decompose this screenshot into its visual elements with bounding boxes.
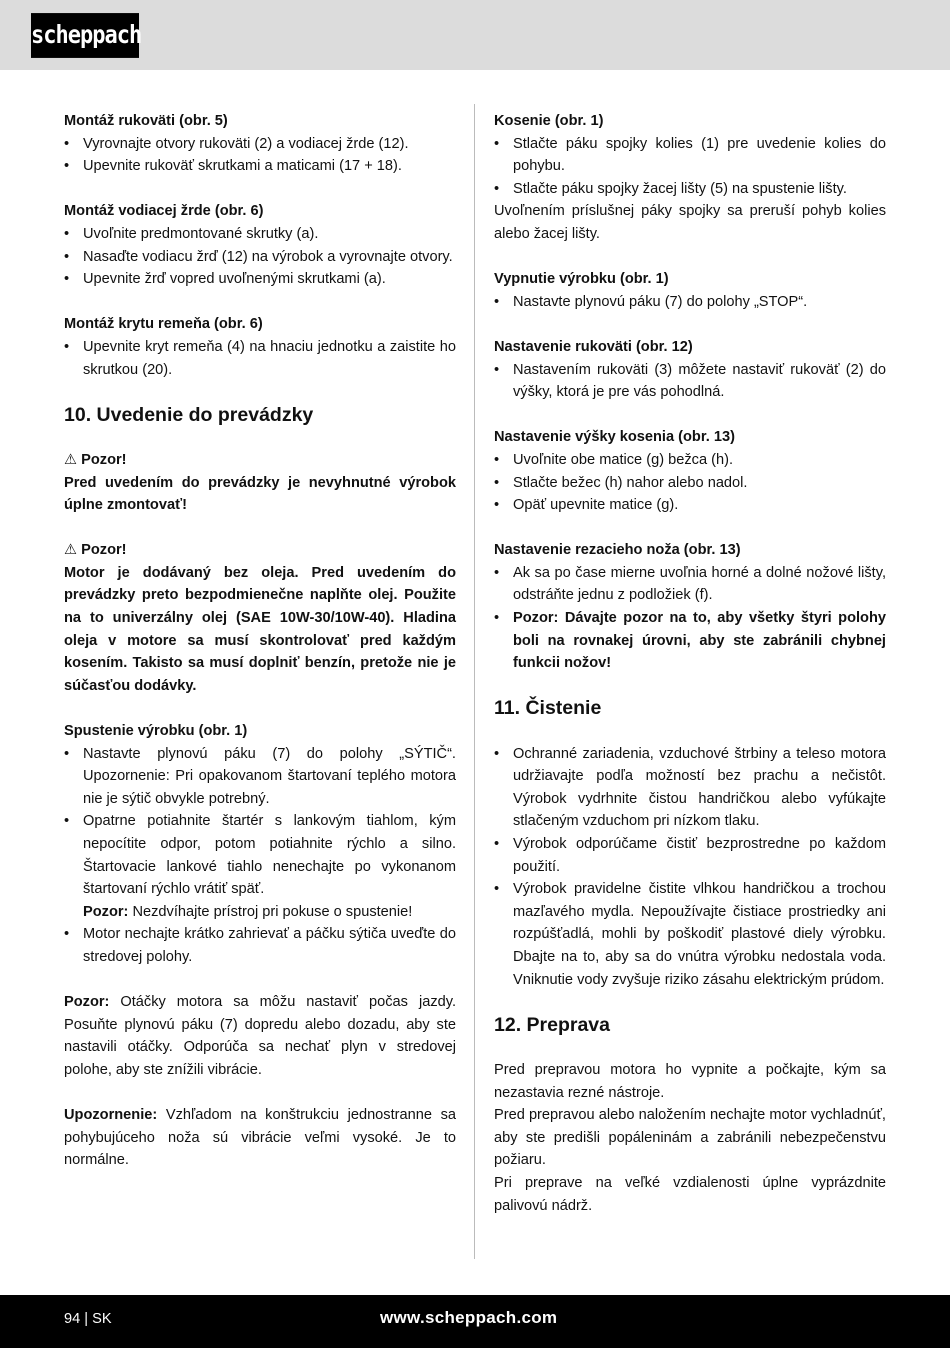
- text-run: Pred prepravou alebo naložením nechajte motor vychladnúť, aby ste predišli popáleninám a zabránili nebezpečenstvu požiaru.: [494, 1107, 886, 1169]
- paragraph: [494, 200, 886, 245]
- list-item: [64, 810, 456, 923]
- warning-label: [64, 539, 456, 562]
- page-number: 94 | SK: [64, 1311, 112, 1327]
- bullet-list: [64, 133, 456, 178]
- subheading: Nastavenie rukoväti (obr. 12): [494, 338, 693, 355]
- list-item: [494, 178, 886, 201]
- text-run: Ochranné zariadenia, vzduchové štrbiny a teleso motora udržiavajte podľa možností bez prachu a nečistôt. Výrobok vydrhnite čistou handričkou alebo vyfúkajte stlačeným vzduchom pri nízkom tlaku.: [513, 745, 886, 830]
- list-item: [494, 359, 886, 404]
- bullet-list: [64, 743, 456, 969]
- warning-icon: ⚠: [64, 451, 82, 468]
- right-column: [494, 110, 886, 1240]
- section-heading: 11. Čistenie: [494, 697, 602, 720]
- scheppach-logo: scheppach: [31, 13, 139, 58]
- list-item: [64, 336, 456, 381]
- page-footer: [0, 1295, 950, 1348]
- subheading: Montáž krytu remeňa (obr. 6): [64, 316, 263, 333]
- text-run: Upevnite žrď vopred uvoľnenými skrutkami (a).: [83, 271, 386, 288]
- bold-text: Upozornenie:: [64, 1107, 158, 1124]
- paragraph: [494, 1059, 886, 1217]
- bullet-list: [494, 449, 886, 517]
- bold-paragraph: Motor je dodávaný bez oleja. Pred uvedením do prevádzky preto bezpodmienečne naplňte olej. Použite na to univerzálny olej (SAE 10W-30/10W-40). Hladina oleja v motore sa musí skontrolovať pred každým kosením. Takisto sa musí doplniť benzín, pretože nie je súčasťou dodávky.: [64, 564, 456, 694]
- text-run: Upevnite rukoväť skrutkami a maticami (17 + 18).: [83, 158, 402, 175]
- subheading: Montáž rukoväti (obr. 5): [64, 113, 228, 129]
- list-item: [494, 607, 886, 675]
- text-run: Výrobok pravidelne čistite vlhkou handričkou a trochou mazľavého mydla. Nepoužívajte čistiace prostriedky ani rozpúšťadlá, mohli by poškodiť plastové diely výrobku. Dbajte na to, aby sa do vnútra výrobku nedostala voda. Vniknutie vody zvyšuje riziko zásahu elektrickým prúdom.: [513, 881, 886, 988]
- left-column: [64, 110, 456, 1195]
- text-run: Stlačte páku spojky kolies (1) pre uvedenie kolies do pohybu.: [513, 135, 886, 175]
- list-item: [64, 246, 456, 269]
- warning-text: Pozor!: [81, 542, 127, 559]
- text-run: Vzhľadom na konštrukciu jednostranne sa pohybujúceho noža sú vibrácie veľmi vysoké. Je to normálne.: [64, 1107, 456, 1169]
- text-run: Opatrne potiahnite štartér s lankovým tiahlom, kým nepocítite odpor, potom potiahnite rýchlo a silno. Štartovacie lankové tiahlo nenechajte po vykonanom štartovaní rýchlo vrátiť späť.: [83, 813, 456, 898]
- section-heading: 10. Uvedenie do prevádzky: [64, 403, 314, 426]
- text-run: Stlačte bežec (h) nahor alebo nadol.: [513, 474, 748, 491]
- text-run: Nasaďte vodiacu žrď (12) na výrobok a vyrovnajte otvory.: [83, 248, 453, 265]
- subheading: Vypnutie výrobku (obr. 1): [494, 271, 669, 288]
- warning-icon: ⚠: [64, 542, 82, 559]
- list-item: [494, 494, 886, 517]
- bullet-list: [64, 336, 456, 381]
- website-link[interactable]: www.scheppach.com: [380, 1308, 558, 1327]
- list-item: [494, 133, 886, 178]
- paragraph: [64, 1104, 456, 1172]
- bold-paragraph: Pred uvedením do prevádzky je nevyhnutné výrobok úplne zmontovať!: [64, 474, 456, 514]
- list-item: [494, 472, 886, 495]
- warning-label: [64, 449, 456, 472]
- list-item: [494, 833, 886, 878]
- subheading: Kosenie (obr. 1): [494, 113, 604, 129]
- bold-text: Pozor:: [64, 994, 110, 1011]
- subheading: Spustenie výrobku (obr. 1): [64, 723, 248, 740]
- list-item: [64, 223, 456, 246]
- bullet-list: [494, 359, 886, 404]
- list-item: [494, 878, 886, 991]
- bullet-list: [494, 743, 886, 992]
- text-run: Stlačte páku spojky žacej lišty (5) na spustenie lišty.: [513, 180, 847, 197]
- bold-text: Pozor: Dávajte pozor na to, aby všetky štyri polohy boli na rovnakej úrovni, aby ste zabránili chybnej funkcii nožov!: [513, 610, 886, 672]
- text-run: Motor nechajte krátko zahrievať a páčku sýtiča uveďte do stredovej polohy.: [83, 926, 456, 965]
- text-run: Upevnite kryt remeňa (4) na hnaciu jednotku a zaistite ho skrutkou (20).: [83, 338, 456, 378]
- text-run: Opäť upevnite matice (g).: [513, 497, 679, 514]
- list-item: [64, 743, 456, 811]
- text-run: Výrobok odporúčame čistiť bezprostredne po každom použití.: [513, 836, 886, 875]
- bullet-list: [64, 223, 456, 291]
- bold-text: Pozor:: [83, 903, 129, 920]
- bullet-list: [494, 562, 886, 675]
- text-run: Nastavte plynovú páku (7) do polohy „STOP“.: [513, 293, 808, 310]
- list-item: [494, 562, 886, 607]
- list-item: [64, 923, 456, 968]
- list-item: [494, 291, 886, 314]
- section-heading: 12. Preprava: [494, 1013, 611, 1036]
- bullet-list: [494, 133, 886, 201]
- bullet-list: [494, 291, 886, 314]
- text-run: Pri preprave na veľké vzdialenosti úplne vyprázdnite palivovú nádrž.: [494, 1174, 886, 1214]
- list-item: [494, 743, 886, 833]
- text-run: Nastavte plynovú páku (7) do polohy „SÝTIČ“. Upozornenie: Pri opakovanom štartovaní teplého motora nie je sýtič obvykle potrebný.: [83, 745, 456, 807]
- subheading: Nastavenie rezacieho noža (obr. 13): [494, 542, 741, 559]
- text-run: Uvoľnite obe matice (g) bežca (h).: [513, 451, 734, 468]
- column-divider: [474, 104, 475, 1259]
- text-run: Uvoľnite predmontované skrutky (a).: [83, 225, 319, 242]
- text-run: Nezdvíhajte prístroj pri pokuse o spustenie!: [128, 903, 413, 920]
- list-item: [64, 268, 456, 291]
- list-item: [64, 133, 456, 156]
- text-run: Otáčky motora sa môžu nastaviť počas jazdy. Posuňte plynovú páku (7) dopredu alebo dozadu, aby ste nastavili otáčky. Odporúča sa nechať plyn v stredovej polohe, aby ste znížili vibrácie.: [64, 994, 456, 1078]
- text-run: Vyrovnajte otvory rukoväti (2) a vodiacej žrde (12).: [83, 135, 409, 152]
- list-item: [494, 449, 886, 472]
- warning-text: Pozor!: [81, 451, 127, 468]
- paragraph: [64, 991, 456, 1081]
- text-run: Uvoľnením príslušnej páky spojky sa preruší pohyb kolies alebo žacej lišty.: [494, 203, 886, 242]
- subheading: Nastavenie výšky kosenia (obr. 13): [494, 429, 735, 446]
- list-item: [64, 155, 456, 178]
- text-run: Pred prepravou motora ho vypnite a počkajte, kým sa nezastavia rezné nástroje.: [494, 1061, 886, 1101]
- text-run: Nastavením rukoväti (3) môžete nastaviť rukoväť (2) do výšky, ktorá je pre vás pohodlná.: [513, 361, 886, 401]
- subheading: Montáž vodiacej žrde (obr. 6): [64, 203, 264, 220]
- text-run: Ak sa po čase mierne uvoľnia horné a dolné nožové lišty, odstráňte jednu z podložiek (f).: [513, 564, 886, 604]
- page-header: [0, 0, 950, 70]
